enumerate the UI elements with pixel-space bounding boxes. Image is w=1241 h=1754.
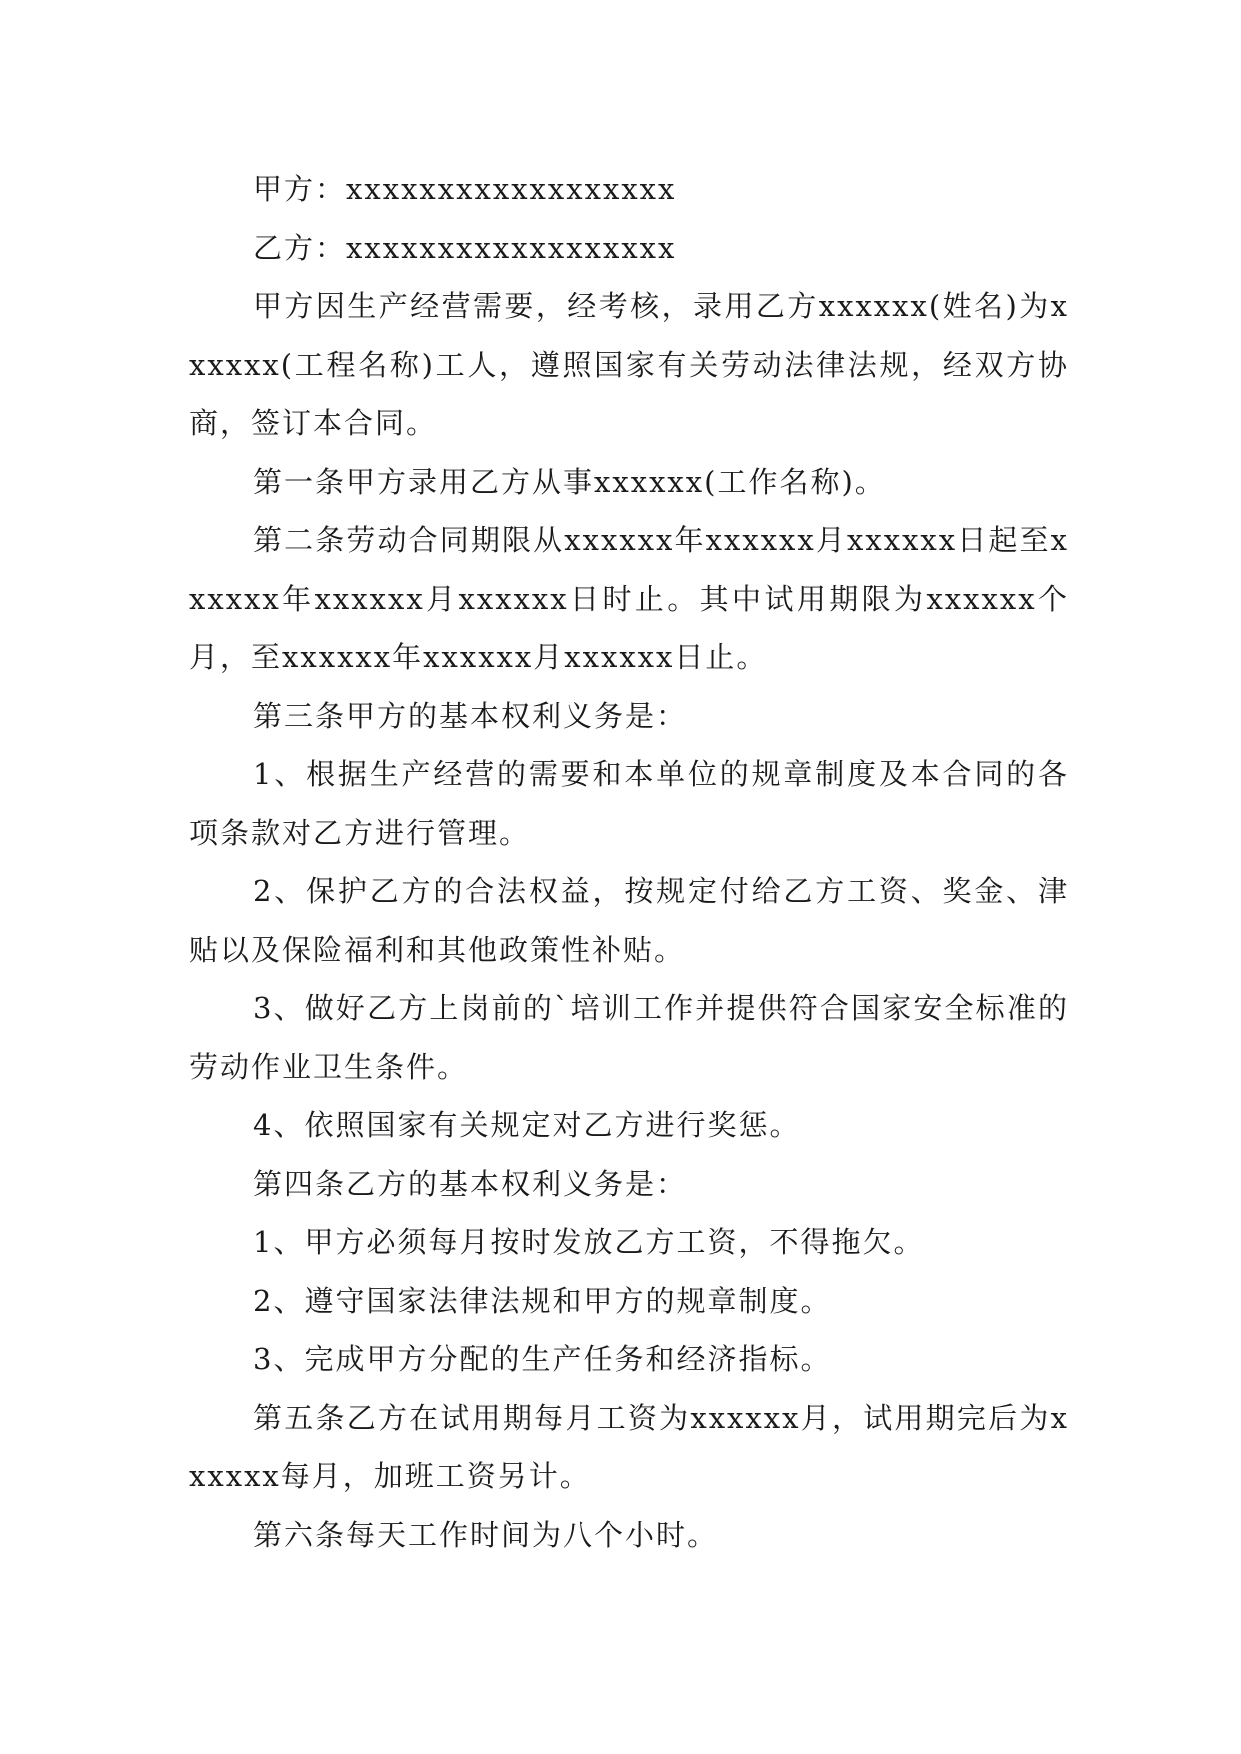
party-b-line: 乙方：xxxxxxxxxxxxxxxxxx	[253, 230, 677, 265]
article-2: 第二条劳动合同期限从xxxxxx年xxxxxx月xxxxxx日起至xxxxxx年xxxxxx月xxxxxx日时止。其中试用期限为xxxxxx个月，至xxxxxx年xxxxxx月xxxxxx日止。	[189, 523, 1069, 674]
article-4-heading: 第四条乙方的基本权利义务是：	[253, 1166, 688, 1201]
article-5: 第五条乙方在试用期每月工资为xxxxxx月，试用期完后为xxxxxx每月，加班工资另计。	[189, 1400, 1069, 1493]
article-4-item-2: 2、遵守国家法律法规和甲方的规章制度。	[253, 1283, 832, 1318]
preamble-paragraph: 甲方因生产经营需要，经考核，录用乙方xxxxxx(姓名)为xxxxxx(工程名称)工人，遵照国家有关劳动法律法规，经双方协商，签订本合同。	[189, 289, 1069, 440]
contract-body	[189, 160, 1069, 1564]
article-6: 第六条每天工作时间为八个小时。	[253, 1517, 719, 1552]
article-4-item-1: 1、甲方必须每月按时发放乙方工资，不得拖欠。	[253, 1225, 925, 1259]
party-a-line: 甲方：xxxxxxxxxxxxxxxxxx	[253, 172, 677, 206]
article-3-heading: 第三条甲方的基本权利义务是：	[253, 698, 688, 733]
article-3-item-3: 3、做好乙方上岗前的`培训工作并提供符合国家安全标准的劳动作业卫生条件。	[189, 991, 1069, 1084]
article-4-item-3: 3、完成甲方分配的生产任务和经济指标。	[253, 1342, 832, 1376]
article-3-item-1: 1、根据生产经营的需要和本单位的规章制度及本合同的各项条款对乙方进行管理。	[189, 757, 1069, 850]
article-3-item-4: 4、依照国家有关规定对乙方进行奖惩。	[253, 1108, 801, 1142]
article-1: 第一条甲方录用乙方从事xxxxxx(工作名称)。	[253, 464, 886, 499]
article-3-item-2: 2、保护乙方的合法权益，按规定付给乙方工资、奖金、津贴以及保险福利和其他政策性补贴。	[189, 874, 1069, 967]
